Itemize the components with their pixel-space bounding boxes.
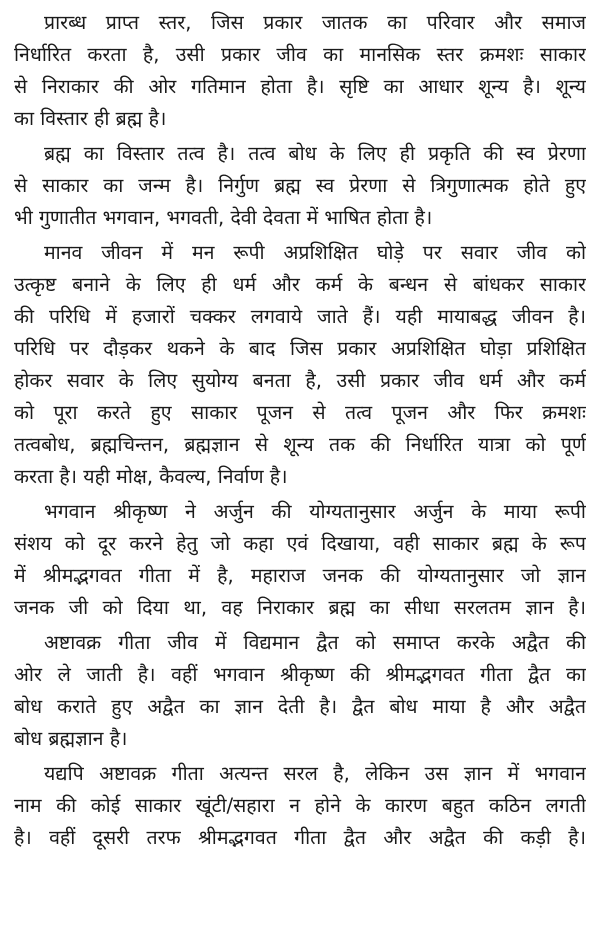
paragraph-6-line-2: नाम की कोई साकार खूंटी/सहारा न होने के कारण बहुत कठिन लगती — [14, 794, 586, 817]
paragraph-5-line-1: अष्टावक्र गीता जीव में विद्यमान द्वैत को समाप्त करके अद्वैत की — [44, 631, 586, 654]
paragraph-3-line-4: परिधि पर दौड़कर थकने के बाद जिस प्रकार अप्रशिक्षित घोड़ा प्रशिक्षित — [14, 337, 586, 360]
paragraph-2-line-3: भी गुणातीत भगवान, भगवती, देवी देवता में भाषित होता है। — [14, 206, 433, 229]
paragraph-3-line-7: तत्वबोध, ब्रह्मचिन्तन, ब्रह्मज्ञान से शून्य तक की निर्धारित यात्रा को पूर्ण — [14, 433, 586, 456]
paragraph-3-line-6: को पूरा करते हुए साकार पूजन से तत्व पूजन और फिर क्रमशः — [14, 401, 586, 424]
paragraph-5-line-2: ओर ले जाती है। वहीं भगवान श्रीकृष्ण की श्रीमद्भगवत गीता द्वैत का — [14, 663, 586, 686]
paragraph-4-line-2: संशय को दूर करने हेतु जो कहा एवं दिखाया, वही साकार ब्रह्म के रूप — [14, 532, 586, 555]
paragraph-4-line-1: भगवान श्रीकृष्ण ने अर्जुन की योग्यतानुसार अर्जुन के माया रूपी — [44, 500, 586, 523]
paragraph-2-line-1: ब्रह्म का विस्तार तत्व है। तत्व बोध के लिए ही प्रकृति की स्व प्रेरणा — [44, 142, 586, 165]
paragraph-5-line-4: बोध ब्रह्मज्ञान है। — [14, 727, 128, 750]
paragraph-1-line-3: से निराकार की ओर गतिमान होता है। सृष्टि का आधार शून्य है। शून्य — [14, 75, 586, 98]
paragraph-4-line-4: जनक जी को दिया था, वह निराकार ब्रह्म का सीधा सरलतम ज्ञान है। — [14, 596, 586, 619]
paragraph-1-line-1: प्रारब्ध प्राप्त स्तर, जिस प्रकार जातक का परिवार और समाज — [44, 11, 586, 34]
paragraph-6-line-1: यद्यपि अष्टावक्र गीता अत्यन्त सरल है, लेकिन उस ज्ञान में भगवान — [44, 762, 586, 785]
paragraph-4-line-3: में श्रीमद्भगवत गीता में है, महाराज जनक की योग्यतानुसार जो ज्ञान — [14, 564, 586, 587]
paragraph-1-line-2: निर्धारित करता है, उसी प्रकार जीव का मानसिक स्तर क्रमशः साकार — [14, 43, 586, 66]
paragraph-3-line-5: होकर सवार के लिए सुयोग्य बनता है, उसी प्रकार जीव धर्म और कर्म — [14, 369, 586, 392]
paragraph-3-line-2: उत्कृष्ट बनाने के लिए ही धर्म और कर्म के बन्धन से बांधकर साकार — [14, 273, 586, 296]
paragraph-2-line-2: से साकार का जन्म है। निर्गुण ब्रह्म स्व प्रेरणा से त्रिगुणात्मक होते हुए — [14, 174, 586, 197]
paragraph-1-line-4: का विस्तार ही ब्रह्म है। — [14, 107, 167, 130]
paragraph-3-line-3: की परिधि में हजारों चक्कर लगवाये जाते हैं। यही मायाबद्ध जीवन है। — [14, 305, 586, 328]
paragraph-6-line-3: है। वहीं दूसरी तरफ श्रीमद्भगवत गीता द्वैत और अद्वैत की कड़ी है। — [14, 826, 586, 849]
paragraph-5-line-3: बोध कराते हुए अद्वैत का ज्ञान देती है। द्वैत बोध माया है और अद्वैत — [14, 695, 586, 718]
paragraph-3-line-8: करता है। यही मोक्ष, कैवल्य, निर्वाण है। — [14, 465, 288, 488]
paragraph-3-line-1: मानव जीवन में मन रूपी अप्रशिक्षित घोड़े पर सवार जीव को — [44, 241, 586, 264]
